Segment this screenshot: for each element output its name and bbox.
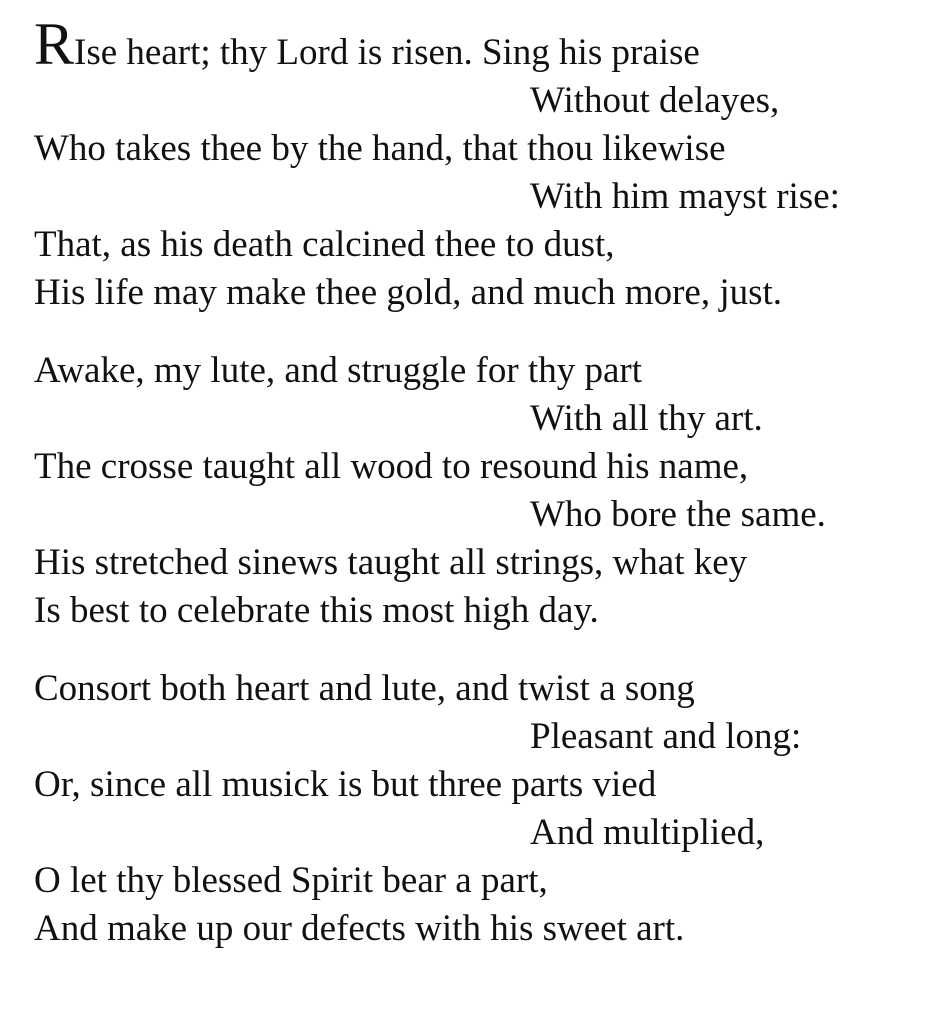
poem-line: Is best to celebrate this most high day. xyxy=(34,590,599,631)
drop-cap: R xyxy=(34,11,75,77)
poem-line: O let thy blessed Spirit bear a part, xyxy=(34,860,548,901)
poem-line-indented: And multiplied, xyxy=(530,812,765,853)
poem-line: That, as his death calcined thee to dust, xyxy=(34,224,615,265)
poem xyxy=(34,11,934,953)
poem-line: The crosse taught all wood to resound his name, xyxy=(34,446,749,487)
poem-line: His life may make thee gold, and much more, just. xyxy=(34,272,783,313)
stanza-1 xyxy=(34,11,934,317)
poem-line: Awake, my lute, and struggle for thy part xyxy=(34,350,642,391)
poem-line-indented: With all thy art. xyxy=(530,398,763,439)
poem-line: His stretched sinews taught all strings, what key xyxy=(34,542,748,583)
poem-line-indented: Who bore the same. xyxy=(530,494,826,535)
poem-line-indented: Pleasant and long: xyxy=(530,716,802,757)
poem-line: Or, since all musick is but three parts vied xyxy=(34,764,657,805)
line-text: Ise heart; thy Lord is risen. Sing his praise xyxy=(74,32,700,73)
poem-line: And make up our defects with his sweet art. xyxy=(34,908,685,949)
poem-line: Who takes thee by the hand, that thou likewise xyxy=(34,128,726,169)
stanza-2 xyxy=(34,347,934,635)
stanza-3 xyxy=(34,665,934,953)
poem-line: Consort both heart and lute, and twist a song xyxy=(34,668,695,709)
poem-line xyxy=(34,11,934,77)
poem-line-indented: With him mayst rise: xyxy=(530,176,840,217)
poem-line-indented: Without delayes, xyxy=(530,80,780,121)
